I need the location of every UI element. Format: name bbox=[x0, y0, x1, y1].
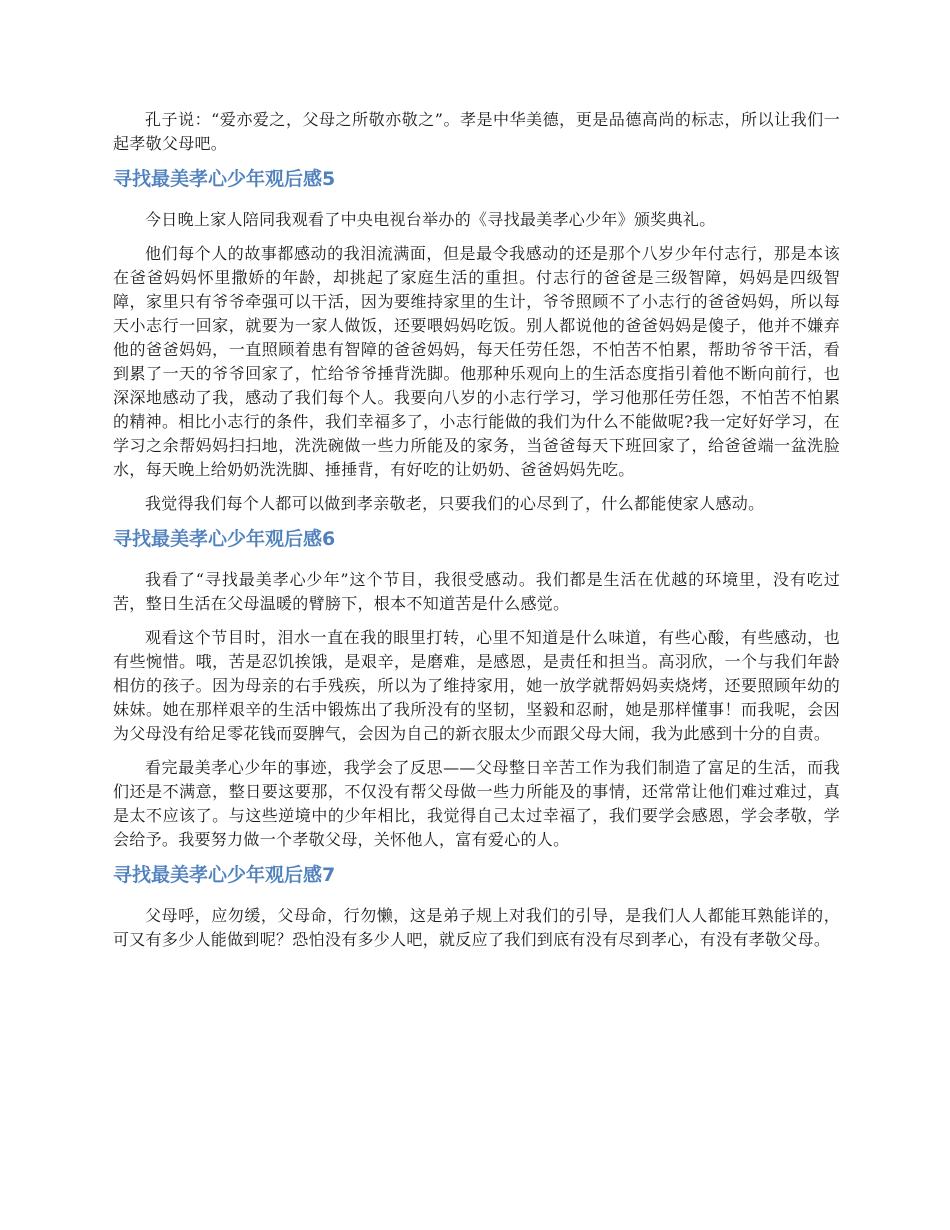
section-heading: 寻找最美孝心少年观后感5 bbox=[113, 168, 336, 190]
paragraph: 今日晚上家人陪同我观看了中央电视台举办的《寻找最美孝心少年》颁奖典礼。 bbox=[145, 210, 716, 229]
paragraph: 父母呼，应勿缓，父母命，行勿懒，这是弟子规上对我们的引导，是我们人人都能耳熟能详的，可又有多少人能做到呢？恐怕没有多少人吧，就反应了我们到底有没有尽到孝心，有没有孝敬父母。 bbox=[113, 906, 840, 949]
paragraph: 他们每个人的故事都感动的我泪流满面，但是最令我感动的还是那个八岁少年付志行，那是本该在爸爸妈妈怀里撒娇的年龄，却挑起了家庭生活的重担。付志行的爸爸是三级智障，妈妈是四级智障，家里只有爷爷牵强可以干活，因为要维持家里的生计，爷爷照顾不了小志行的爸爸妈妈，所以每天小志行一回家，就要为一家人做饭，还要喂妈妈吃饭。别人都说他的爸爸妈妈是傻子，他并不嫌弃他的爸爸妈妈，一直照顾着患有智障的爸爸妈妈，每天任劳任怨，不怕苦不怕累，帮助爷爷干活，看到累了一天的爷爷回家了，忙给爷爷捶背洗脚。他那种乐观向上的生活态度指引着他不断向前行，也深深地感动了我，感动了我们每个人。我要向八岁的小志行学习，学习他那任劳任怨，不怕苦不怕累的精神。相比小志行的条件，我们幸福多了，小志行能做的我们为什么不能做呢?我一定好好学习，在学习之余帮妈妈扫扫地，洗洗碗做一些力所能及的家务，当爸爸每天下班回家了，给爸爸端一盆洗脸水，每天晚上给奶奶洗洗脚、捶捶背，有好吃的让奶奶、爸爸妈妈先吃。 bbox=[113, 244, 840, 479]
section-heading: 寻找最美孝心少年观后感7 bbox=[113, 864, 336, 886]
paragraph: 观看这个节目时，泪水一直在我的眼里打转，心里不知道是什么味道，有些心酸，有些感动，也有些惋惜。哦，苦是忍饥挨饿，是艰辛，是磨难，是感恩，是责任和担当。高羽欣，一个与我们年龄相仿的孩子。因为母亲的右手残疾，所以为了维持家用，她一放学就帮妈妈卖烧烤，还要照顾年幼的妹妹。她在那样艰辛的生活中锻炼出了我所没有的坚韧，坚毅和忍耐，她是那样懂事！而我呢，会因为父母没有给足零花钱而耍脾气，会因为自己的新衣服太少而跟父母大闹，我为此感到十分的自责。 bbox=[113, 628, 840, 743]
paragraph: 我觉得我们每个人都可以做到孝亲敬老，只要我们的心尽到了，什么都能使家人感动。 bbox=[145, 494, 765, 513]
document-body bbox=[113, 108, 840, 962]
section-heading: 寻找最美孝心少年观后感6 bbox=[113, 528, 336, 550]
paragraph: 我看了“寻找最美孝心少年”这个节目，我很受感动。我们都是生活在优越的环境里，没有吃过苦，整日生活在父母温暖的臂膀下，根本不知道苦是什么感觉。 bbox=[113, 570, 840, 613]
paragraph: 孔子说：“爱亦爱之，父母之所敬亦敬之”。孝是中华美德，更是品德高尚的标志，所以让我们一起孝敬父母吧。 bbox=[113, 110, 840, 153]
paragraph: 看完最美孝心少年的事迹，我学会了反思——父母整日辛苦工作为我们制造了富足的生活，而我们还是不满意，整日要这要那，不仅没有帮父母做一些力所能及的事情，还常常让他们难过难过，真是太不应该了。与这些逆境中的少年相比，我觉得自己太过幸福了，我们要学会感恩，学会孝敬，学会给予。我要努力做一个孝敬父母，关怀他人，富有爱心的人。 bbox=[113, 758, 840, 849]
